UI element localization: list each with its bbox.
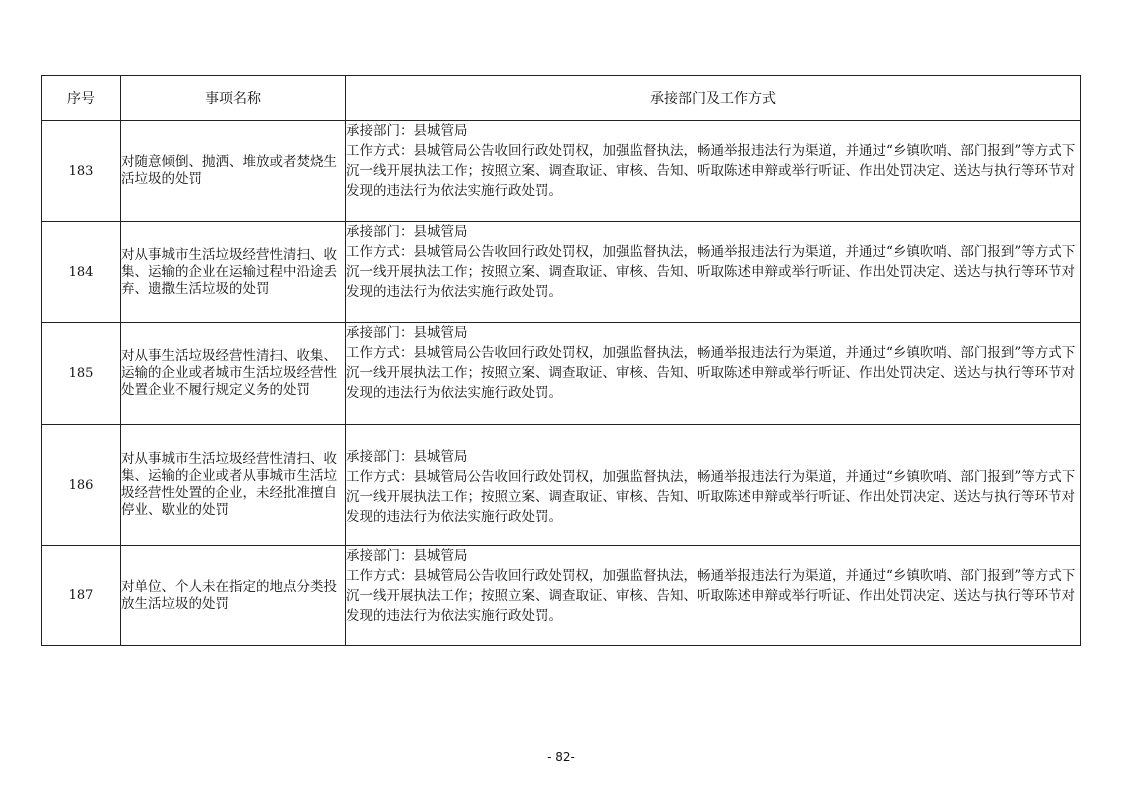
table-row (42, 222, 1081, 323)
row-item-name: 对从事城市生活垃圾经营性清扫、收集、运输的企业在运输过程中沿途丢弃、遗撒生活垃圾的处罚 (121, 222, 346, 323)
header-item-name: 事项名称 (121, 76, 346, 121)
row-serial: 187 (42, 546, 121, 646)
row-department-method (346, 323, 1081, 425)
row-department-method (346, 425, 1081, 546)
row-serial: 185 (42, 323, 121, 425)
row-method: 工作方式：县城管局公告收回行政处罚权，加强监督执法，畅通举报违法行为渠道，并通过“乡镇吹哨、部门报到”等方式下沉一线开展执法工作；按照立案、调查取证、审核、告知、听取陈述申辩或举行听证、作出处罚决定、送达与执行等环节对发现的违法行为依法实施行政处罚。 (346, 244, 1076, 300)
row-item-name: 对随意倾倒、抛洒、堆放或者焚烧生活垃圾的处罚 (121, 121, 346, 222)
row-method: 工作方式：县城管局公告收回行政处罚权，加强监督执法，畅通举报违法行为渠道，并通过“乡镇吹哨、部门报到”等方式下沉一线开展执法工作；按照立案、调查取证、审核、告知、听取陈述申辩或举行听证、作出处罚决定、送达与执行等环节对发现的违法行为依法实施行政处罚。 (346, 143, 1076, 199)
row-method: 工作方式：县城管局公告收回行政处罚权，加强监督执法，畅通举报违法行为渠道，并通过“乡镇吹哨、部门报到”等方式下沉一线开展执法工作；按照立案、调查取证、审核、告知、听取陈述申辩或举行听证、作出处罚决定、送达与执行等环节对发现的违法行为依法实施行政处罚。 (346, 568, 1076, 624)
header-department-method: 承接部门及工作方式 (346, 76, 1081, 121)
table-header-row (42, 76, 1081, 121)
row-department-method (346, 222, 1081, 323)
row-department: 承接部门：县城管局 (346, 548, 468, 564)
row-department: 承接部门：县城管局 (346, 224, 468, 240)
row-department: 承接部门：县城管局 (346, 123, 468, 139)
row-department-method (346, 546, 1081, 646)
row-item-name: 对单位、个人未在指定的地点分类投放生活垃圾的处罚 (121, 546, 346, 646)
row-method: 工作方式：县城管局公告收回行政处罚权，加强监督执法，畅通举报违法行为渠道，并通过“乡镇吹哨、部门报到”等方式下沉一线开展执法工作；按照立案、调查取证、审核、告知、听取陈述申辩或举行听证、作出处罚决定、送达与执行等环节对发现的违法行为依法实施行政处罚。 (346, 345, 1076, 401)
header-serial: 序号 (42, 76, 121, 121)
row-department: 承接部门：县城管局 (346, 449, 468, 465)
table-row (42, 323, 1081, 425)
table-row (42, 546, 1081, 646)
row-serial: 186 (42, 425, 121, 546)
row-serial: 183 (42, 121, 121, 222)
table-row (42, 121, 1081, 222)
row-serial: 184 (42, 222, 121, 323)
row-department-method (346, 121, 1081, 222)
page-number: - 82- (547, 750, 575, 764)
matters-table (41, 75, 1081, 646)
row-item-name: 对从事城市生活垃圾经营性清扫、收集、运输的企业或者从事城市生活垃圾经营性处置的企业，未经批准擅自停业、歇业的处罚 (121, 425, 346, 546)
row-method: 工作方式：县城管局公告收回行政处罚权，加强监督执法，畅通举报违法行为渠道，并通过“乡镇吹哨、部门报到”等方式下沉一线开展执法工作；按照立案、调查取证、审核、告知、听取陈述申辩或举行听证、作出处罚决定、送达与执行等环节对发现的违法行为依法实施行政处罚。 (346, 469, 1076, 525)
row-department: 承接部门：县城管局 (346, 325, 468, 341)
table-row (42, 425, 1081, 546)
row-item-name: 对从事生活垃圾经营性清扫、收集、运输的企业或者城市生活垃圾经营性处置企业不履行规定义务的处罚 (121, 323, 346, 425)
